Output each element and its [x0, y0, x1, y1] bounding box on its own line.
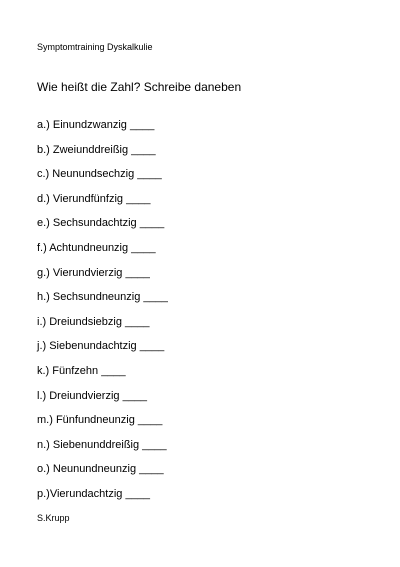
- task-item: n.) Siebenunddreißig ____: [37, 438, 167, 451]
- task-item: g.) Vierundvierzig ____: [37, 266, 150, 279]
- task-item: e.) Sechsundachtzig ____: [37, 217, 165, 230]
- task-item: k.) Fünfzehn ____: [37, 364, 126, 377]
- instruction-text: Wie heißt die Zahl? Schreibe daneben: [37, 80, 242, 94]
- task-item: c.) Neunundsechzig ____: [37, 168, 162, 181]
- author-footer: S.Krupp: [37, 513, 70, 523]
- task-item: o.) Neunundneunzig ____: [37, 463, 164, 476]
- task-item: j.) Siebenundachtzig ____: [37, 340, 165, 353]
- worksheet-header: Symptomtraining Dyskalkulie: [37, 42, 153, 52]
- task-item: b.) Zweiunddreißig ____: [37, 143, 156, 156]
- task-item: h.) Sechsundneunzig ____: [37, 291, 168, 304]
- task-item: d.) Vierundfünfzig ____: [37, 192, 151, 205]
- task-list: [37, 117, 168, 511]
- task-item: p.)Vierundachtzig ____: [37, 487, 150, 500]
- task-item: i.) Dreiundsiebzig ____: [37, 315, 150, 328]
- task-item: a.) Einundzwanzig ____: [37, 119, 155, 131]
- task-item: l.) Dreiundvierzig ____: [37, 389, 148, 402]
- task-item: f.) Achtundneunzig ____: [37, 241, 156, 254]
- task-item: m.) Fünfundneunzig ____: [37, 414, 163, 427]
